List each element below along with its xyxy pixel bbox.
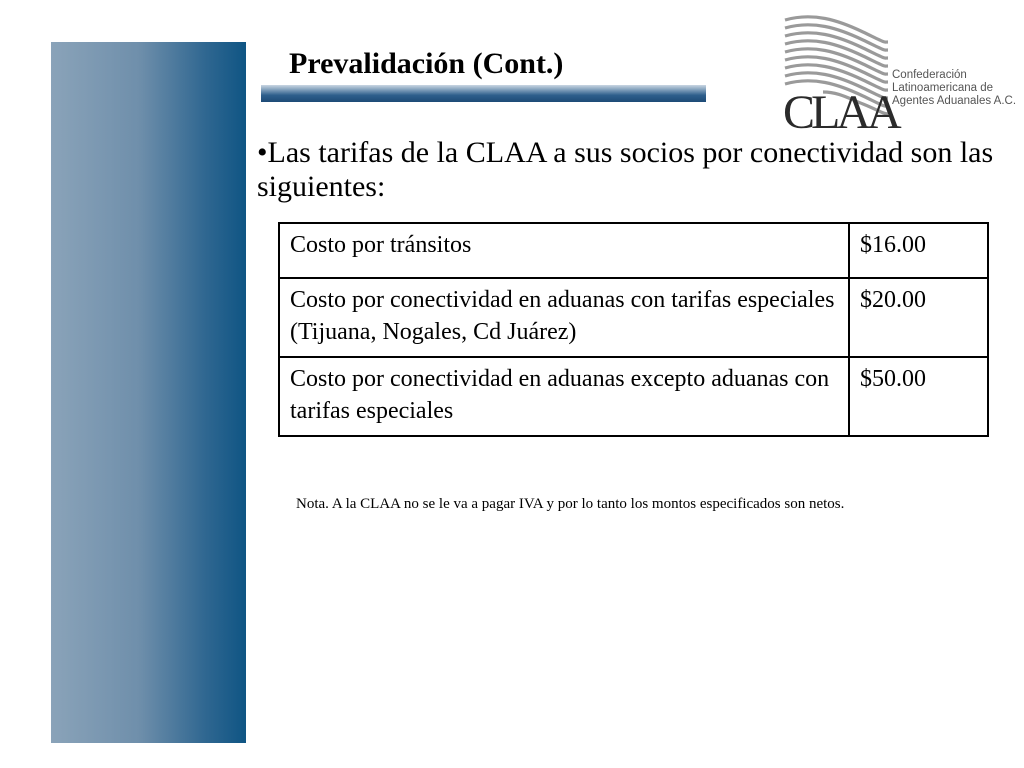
table-row xyxy=(279,357,988,436)
intro-bullet: •Las tarifas de la CLAA a sus socios por conectividad son las siguientes: xyxy=(257,136,994,203)
logo-org-line: Agentes Aduanales A.C. xyxy=(892,95,1017,107)
logo-organization-name xyxy=(892,69,1016,108)
logo-org-line: Confederación xyxy=(892,69,967,81)
table-row xyxy=(279,223,988,278)
rate-concept: Costo por tránsitos xyxy=(279,223,849,278)
rates-table xyxy=(278,222,989,437)
title-underline-bar xyxy=(261,85,706,102)
rate-amount: $50.00 xyxy=(849,357,988,436)
footnote: Nota. A la CLAA no se le va a pagar IVA y por lo tanto los montos especificados son netos. xyxy=(296,496,845,512)
logo-initials: CLAA xyxy=(783,86,898,132)
rate-amount: $20.00 xyxy=(849,278,988,357)
logo-org-line: Latinoamericana de xyxy=(892,82,994,94)
slide-title: Prevalidación (Cont.) xyxy=(289,47,564,80)
side-band xyxy=(51,42,246,743)
rate-amount: $16.00 xyxy=(849,223,988,278)
table-row xyxy=(279,278,988,357)
rate-concept: Costo por conectividad en aduanas con tarifas especiales (Tijuana, Nogales, Cd Juárez) xyxy=(279,278,849,357)
rate-concept: Costo por conectividad en aduanas excepto aduanas con tarifas especiales xyxy=(279,357,849,436)
